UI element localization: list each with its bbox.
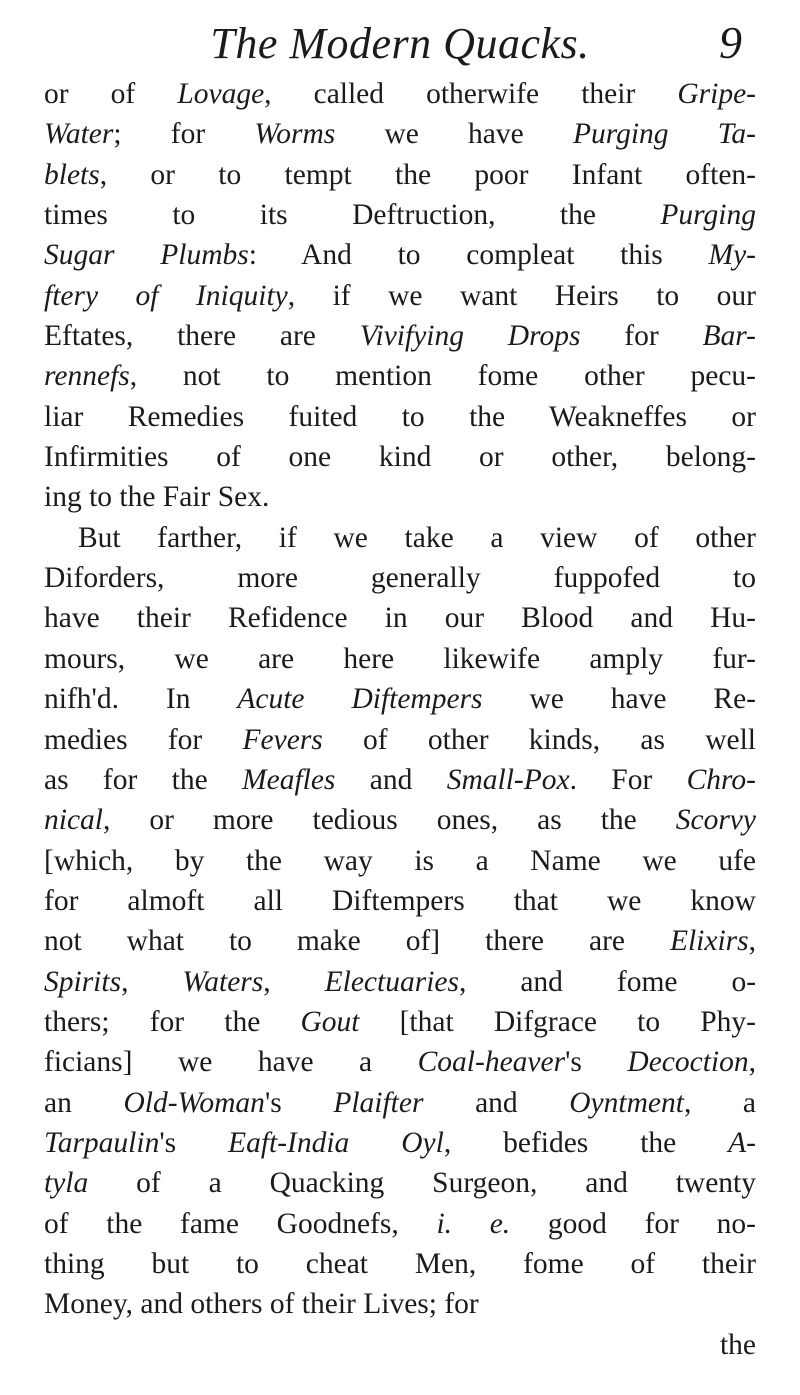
catchword: the bbox=[719, 1328, 756, 1361]
text-span: have their Refidence in our Blood and Hu- bbox=[44, 602, 756, 635]
italic-text: Decoction bbox=[627, 1046, 749, 1079]
text-span: an bbox=[44, 1086, 124, 1119]
text-span: ficians] we have a bbox=[44, 1046, 418, 1079]
text-span: 's bbox=[264, 1086, 334, 1119]
text-line bbox=[44, 397, 756, 437]
text-line bbox=[44, 1042, 756, 1082]
text-line bbox=[44, 921, 756, 961]
text-span: , not to mention fome other pecu- bbox=[129, 360, 756, 393]
text-line bbox=[44, 679, 756, 719]
text-line bbox=[44, 800, 756, 840]
italic-text: Electuaries bbox=[324, 965, 459, 998]
text-line bbox=[44, 235, 756, 275]
text-span: 's bbox=[565, 1046, 628, 1079]
text-span: not what to make of] there are bbox=[44, 925, 670, 958]
text-line bbox=[44, 316, 756, 356]
italic-text: Lovage bbox=[177, 78, 265, 110]
text-span: medies for bbox=[44, 723, 243, 756]
text-line bbox=[44, 1284, 756, 1324]
text-span: ; for bbox=[113, 118, 255, 151]
text-span: Diforders, more generally fuppofed to bbox=[44, 562, 756, 595]
italic-text: Plaifter bbox=[333, 1086, 424, 1119]
italic-text: rennefs bbox=[44, 360, 130, 393]
italic-text: Small-Pox bbox=[446, 763, 570, 796]
text-span: liar Remedies fuited to the Weakneffes or bbox=[44, 400, 756, 433]
text-line bbox=[44, 1083, 756, 1123]
text-line bbox=[44, 195, 756, 235]
text-span: Eftates, there are bbox=[44, 320, 360, 353]
italic-text: Purging Ta- bbox=[572, 118, 757, 151]
running-title: The Modern Quacks. bbox=[210, 19, 590, 68]
italic-text: Oyntment bbox=[569, 1086, 684, 1119]
text-line bbox=[44, 518, 756, 558]
text-span: , bbox=[748, 1046, 756, 1079]
text-span: for bbox=[580, 320, 703, 353]
text-line bbox=[44, 760, 756, 800]
text-span: of a Quacking Surgeon, and twenty bbox=[88, 1167, 756, 1200]
text-line bbox=[44, 477, 756, 517]
text-span: Infirmities of one kind or other, belong- bbox=[44, 441, 756, 474]
text-line bbox=[44, 356, 756, 396]
italic-text: Scorvy bbox=[675, 804, 756, 837]
text-span: , or to tempt the poor Infant often- bbox=[99, 158, 756, 191]
text-span: , or more tedious ones, as the bbox=[103, 804, 676, 837]
text-line bbox=[44, 881, 756, 921]
text-span: , if we want Heirs to our bbox=[287, 279, 756, 312]
text-span: , bbox=[121, 965, 183, 998]
text-span: , bbox=[748, 925, 756, 958]
italic-text: Sugar Plumbs bbox=[44, 239, 249, 272]
text-span: ing to the Fair Sex. bbox=[44, 481, 270, 514]
text-span: mours, we are here likewife amply fur- bbox=[44, 642, 756, 675]
text-line bbox=[44, 1123, 756, 1163]
text-span: , bbox=[263, 965, 325, 998]
text-line bbox=[44, 155, 756, 195]
italic-text: Gout bbox=[300, 1005, 360, 1038]
text-span: times to its Deftruction, the bbox=[44, 199, 661, 232]
text-span: or of bbox=[44, 78, 178, 110]
italic-text: Worms bbox=[254, 118, 336, 151]
text-span: 's bbox=[159, 1126, 229, 1159]
italic-text: tyla bbox=[44, 1167, 89, 1200]
text-span: [which, by the way is a Name we ufe bbox=[44, 844, 756, 877]
text-line bbox=[44, 1002, 756, 1042]
text-span: of the fame Goodnefs, bbox=[44, 1207, 437, 1240]
italic-text: ftery of Iniquity bbox=[44, 279, 288, 312]
text-line bbox=[44, 962, 756, 1002]
italic-text: Tarpaulin bbox=[44, 1126, 160, 1159]
italic-text: Purging bbox=[660, 199, 756, 232]
italic-text: Meafles bbox=[242, 763, 336, 796]
text-line bbox=[44, 437, 756, 477]
text-line bbox=[44, 1163, 756, 1203]
text-line bbox=[44, 639, 756, 679]
text-span: of other kinds, as well bbox=[322, 723, 756, 756]
italic-text: My- bbox=[708, 239, 757, 272]
italic-text: Vivifying Drops bbox=[359, 320, 581, 353]
italic-text: Elixirs bbox=[669, 925, 749, 958]
text-span: and bbox=[335, 763, 447, 796]
italic-text: Water bbox=[44, 118, 114, 151]
italic-text: A- bbox=[728, 1126, 756, 1159]
text-span: But farther, if we take a view of other bbox=[78, 521, 756, 554]
text-span: , and fome o- bbox=[458, 965, 757, 998]
text-line bbox=[44, 841, 756, 881]
text-span: , called otherwife their bbox=[264, 78, 678, 110]
text-span: for almoft all Diftempers that we know bbox=[44, 884, 756, 917]
italic-text: Eaft-India Oyl bbox=[228, 1126, 444, 1159]
italic-text: i. e. bbox=[436, 1207, 511, 1240]
text-line bbox=[44, 1204, 756, 1244]
italic-text: Acute Diftempers bbox=[237, 683, 483, 716]
text-span: as for the bbox=[44, 763, 243, 796]
italic-text: blets bbox=[44, 158, 100, 191]
text-line bbox=[44, 1244, 756, 1284]
italic-text: Chro- bbox=[686, 763, 757, 796]
text-span: we have bbox=[335, 118, 573, 151]
italic-text: Coal-heaver bbox=[417, 1046, 566, 1079]
text-span: thing but to cheat Men, fome of their bbox=[44, 1247, 756, 1280]
italic-text: Old-Woman bbox=[123, 1086, 265, 1119]
text-line bbox=[44, 74, 756, 114]
body-text bbox=[44, 74, 756, 1365]
page-number: 9 bbox=[719, 17, 742, 68]
text-span: nifh'd. In bbox=[44, 683, 238, 716]
text-line bbox=[44, 276, 756, 316]
text-line bbox=[44, 720, 756, 760]
italic-text: Fevers bbox=[242, 723, 323, 756]
italic-text: Spirits bbox=[44, 965, 122, 998]
text-span: , a bbox=[683, 1086, 756, 1119]
text-span: Money, and others of their Lives; for bbox=[44, 1288, 479, 1321]
text-span: and bbox=[423, 1086, 570, 1119]
text-line bbox=[44, 598, 756, 638]
italic-text: Bar- bbox=[702, 320, 756, 353]
text-span: , befides the bbox=[443, 1126, 729, 1159]
text-span: . For bbox=[569, 763, 687, 796]
text-line bbox=[44, 114, 756, 154]
text-line bbox=[44, 558, 756, 598]
italic-text: Waters bbox=[182, 965, 264, 998]
italic-text: Gripe- bbox=[677, 78, 757, 110]
text-span: we have Re- bbox=[482, 683, 756, 716]
text-span: : And to compleat this bbox=[248, 239, 709, 272]
text-span: thers; for the bbox=[44, 1005, 301, 1038]
italic-text: nical bbox=[44, 804, 103, 837]
page-header bbox=[40, 14, 760, 78]
text-span: [that Difgrace to Phy- bbox=[359, 1005, 756, 1038]
text-span: good for no- bbox=[510, 1207, 756, 1240]
